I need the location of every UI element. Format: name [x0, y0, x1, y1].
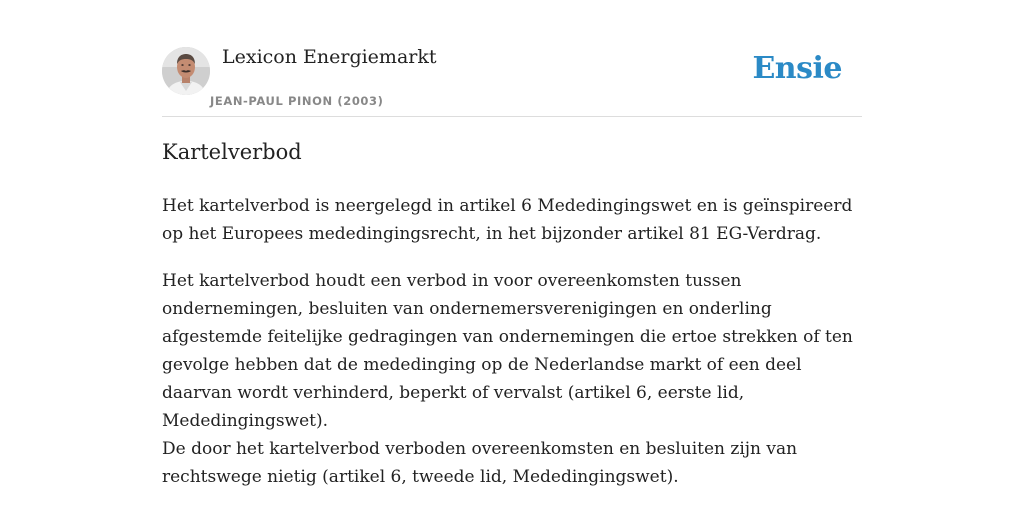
paragraph-text: De door het kartelverbod verboden overeenkomsten en besluiten zijn van rechtswege nietig (artikel 6, tweede lid, Mededingingswet).: [162, 439, 798, 487]
author-name[interactable]: JEAN-PAUL PINON (2003): [210, 94, 384, 108]
article-paragraph-2: [162, 267, 862, 435]
entry-header: [162, 0, 862, 117]
author-avatar: [162, 47, 210, 95]
entry-card: [162, 0, 862, 512]
ensie-logo[interactable]: Ensie: [752, 51, 842, 86]
article-paragraph-1: [162, 192, 862, 248]
paragraph-text: Het kartelverbod is neergelegd in artikel 6 Mededingingswet en is geïnspireerd op het Europees mededingingsrecht, in het bijzonder artikel 81 EG-Verdrag.: [162, 196, 853, 244]
paragraph-text: Het kartelverbod houdt een verbod in voor overeenkomsten tussen ondernemingen, besluiten van ondernemersverenigingen en onderling afgestemde feitelijke gedragingen van ondernemingen die ertoe strekken of ten gevolge hebben dat de mededinging op de Nederlandse markt of een deel daarvan wordt verhinderd, beperkt of vervalst (artikel 6, eerste lid, Mededingingswet).: [162, 271, 853, 431]
author-photo: [162, 47, 210, 95]
article-title: Kartelverbod: [162, 140, 302, 164]
article-paragraph-3: [162, 435, 862, 491]
book-title[interactable]: Lexicon Energiemarkt: [222, 46, 437, 68]
